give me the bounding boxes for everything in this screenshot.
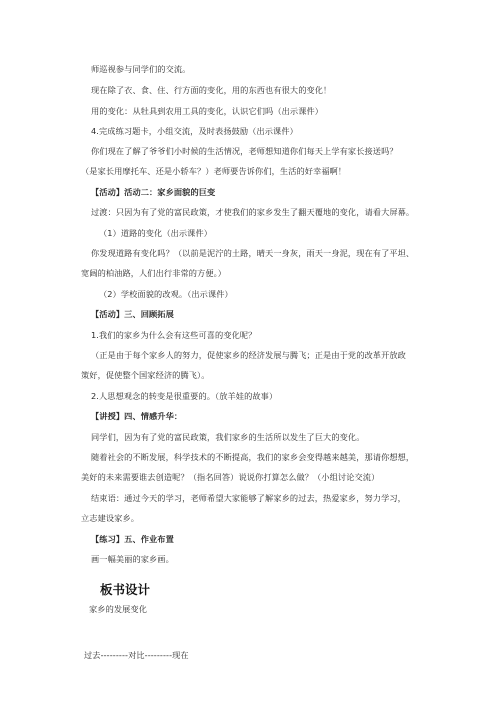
paragraph-line: 策好，促使整个国家经济的腾飞）。 bbox=[81, 370, 210, 380]
paragraph-line: 你发现道路有变化吗？（以前是泥泞的土路，晴天一身灰，雨天一身泥，现在有了平坦、 bbox=[91, 248, 415, 258]
paragraph-line: 2.人思想观念的转变是很重要的。（放羊娃的故事） bbox=[91, 391, 278, 401]
section-heading-line: 【练习】五、作业布置 bbox=[91, 534, 174, 544]
section-heading-line: 【讲授】四、情感升华： bbox=[91, 411, 183, 421]
paragraph-line: 用的变化：从牡具到农用工具的变化，认识它们吗（出示课件） bbox=[91, 106, 324, 116]
paragraph-line: （是家长用摩托车、还是小轿车？）老师要告诉你们，生活的好幸福啊！ bbox=[81, 166, 347, 176]
board-line: 家乡的发展变化 bbox=[89, 604, 148, 614]
paragraph-line: 现在除了衣、食、住、行方面的变化，用的东西也有很大的变化！ bbox=[91, 85, 332, 95]
paragraph-line: 师巡视参与同学们的交流。 bbox=[91, 64, 191, 74]
paragraph-line: 画一幅美丽的家乡画。 bbox=[91, 554, 174, 564]
section-heading-line: 【活动】活动二：家乡面貌的巨变 bbox=[91, 187, 216, 197]
paragraph-line: 你们现在了解了爷爷们小时候的生活情况，老师想知道你们每天上学有家长接送吗？ bbox=[91, 146, 398, 156]
paragraph-line: 美好的未来需要谁去创造呢？（指名回答）说说你打算怎么做？（小组讨论交流） bbox=[81, 472, 380, 482]
paragraph-line: 同学们，因为有了党的富民政策，我们家乡的生活所以发生了巨大的变化。 bbox=[91, 432, 365, 442]
paragraph-line: （2）学校面貌的改观。（出示课件） bbox=[99, 289, 233, 299]
paragraph-line: （正是由于每个家乡人的努力，促使家乡的经济发展与腾飞；正是由于党的改革开放政 bbox=[91, 350, 406, 360]
paragraph-line: 宽阔的柏油路，人们出行非常的方便。） bbox=[81, 268, 227, 278]
paragraph-line: （1）道路的变化（出示课件） bbox=[99, 228, 213, 238]
paragraph-line: 立志建设家乡。 bbox=[81, 513, 140, 523]
board-line: 过去---------对比---------现在 bbox=[84, 650, 189, 660]
paragraph-line: 过渡：只因为有了党的富民政策，才使我们的家乡发生了翻天覆地的变化，请看大屏幕。 bbox=[91, 207, 415, 217]
paragraph-line: 随着社会的不断发展，科学技术的不断提高，我们的家乡会变得越来越美，那请你想想， bbox=[91, 452, 415, 462]
paragraph-line: 结束语：通过今天的学习，老师希望大家能够了解家乡的过去，热爱家乡，努力学习， bbox=[91, 493, 406, 503]
paragraph-line: 1.我们的家乡为什么会有这些可喜的变化呢？ bbox=[91, 330, 257, 340]
board-design-heading: 板书设计 bbox=[100, 582, 151, 597]
paragraph-line: 4.完成练习题卡，小组交流，及时表扬鼓励（出示课件） bbox=[91, 126, 298, 136]
section-heading-line: 【活动】三、回顾拓展 bbox=[91, 309, 174, 319]
